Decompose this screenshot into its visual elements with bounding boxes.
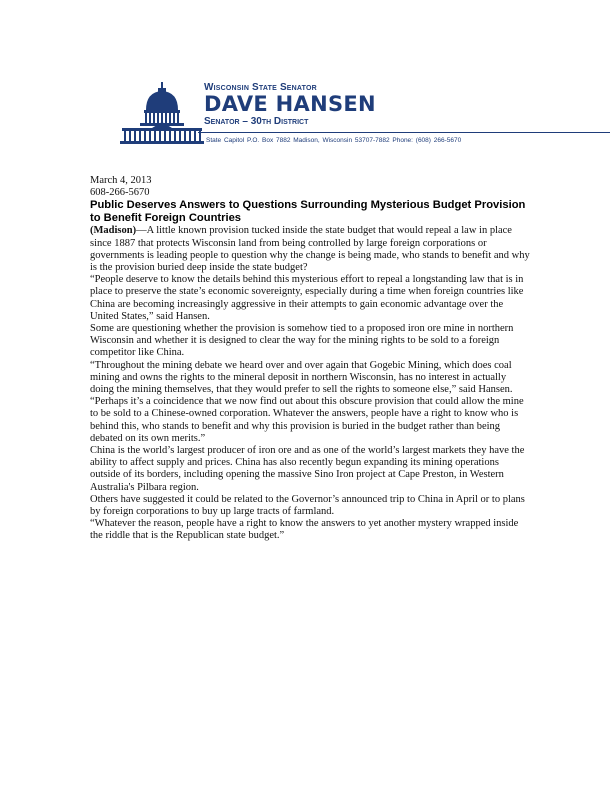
paragraph: China is the world’s largest producer of iron ore and as one of the world’s largest markets they have the ability to affect supply and prices. China has also recently begun expanding its mining operations outside of its borders, including opening the massive Sino Iron project at Cape Preston, in Western Australia's Pilbara region. xyxy=(90,445,525,493)
lead-paragraph xyxy=(90,225,530,274)
senator-name: DAVE HANSEN xyxy=(204,92,376,116)
letterhead xyxy=(118,80,498,160)
paragraph: “Perhaps it’s a coincidence that we now find out about this obscure provision that could allow the mine to be sold to a Chinese-owned corporation. Whatever the answers, people have a right to know who is behind this, who stands to benefit and why this provision is buried in the budget rather than being debated on its own merits.” xyxy=(90,396,524,444)
press-release-body xyxy=(90,175,530,543)
paragraph: “Throughout the mining debate we heard over and over again that Gogebic Mining, which does coal mining and owns the rights to the mineral deposit in northern Wisconsin, has no interest in actually doing the mining themselves, that they would prefer to sell the rights to someone else,” said Hansen. xyxy=(90,359,513,396)
paragraph: “People deserve to know the details behind this mysterious effort to repeal a longstanding law that is in place to preserve the state’s economic sovereignty, especially during a time when foreign countries like China are becoming increasingly aggressive in their attempts to gain economic advantage over the United States,” said Hansen. xyxy=(90,274,524,322)
dateline: (Madison) xyxy=(90,225,137,237)
letterhead-divider xyxy=(198,132,610,133)
letterhead-contact: State Capitol P.O. Box 7882 Madison, Wisconsin 53707-7882 Phone: (608) 266-5670 xyxy=(206,137,462,144)
release-date: March 4, 2013 xyxy=(90,175,152,186)
lead-text: A little known provision tucked inside the state budget that would repeal a law in place since 1887 that protects Wisconsin land from being controlled by large foreign corporations or governments is leading people to question why the change is being made, who stands to benefit and why is the provision buried deep inside the state budget? xyxy=(90,225,530,274)
capitol-dome-icon xyxy=(118,80,210,152)
letterhead-title: Wisconsin State Senator xyxy=(204,82,317,93)
letterhead-district: Senator – 30th District xyxy=(204,116,309,127)
paragraph: Others have suggested it could be related to the Governor’s announced trip to China in April or to plans by foreign corporations to buy up large tracts of farmland. xyxy=(90,493,525,518)
paragraph: Some are questioning whether the provision is somehow tied to a proposed iron ore mine in northern Wisconsin and whether it is designed to clear the way for the mining rights to be sold to a foreign competitor like China. xyxy=(90,323,514,359)
dateline-dash: — xyxy=(136,225,147,237)
release-phone: 608-266-5670 xyxy=(90,187,150,199)
headline: Public Deserves Answers to Questions Surrounding Mysterious Budget Provision to Benefit Foreign Countries xyxy=(90,199,526,225)
paragraph: “Whatever the reason, people have a right to know the answers to yet another mystery wrapped inside the riddle that is the Republican state budget.” xyxy=(90,518,519,542)
letterhead-text xyxy=(204,82,376,127)
